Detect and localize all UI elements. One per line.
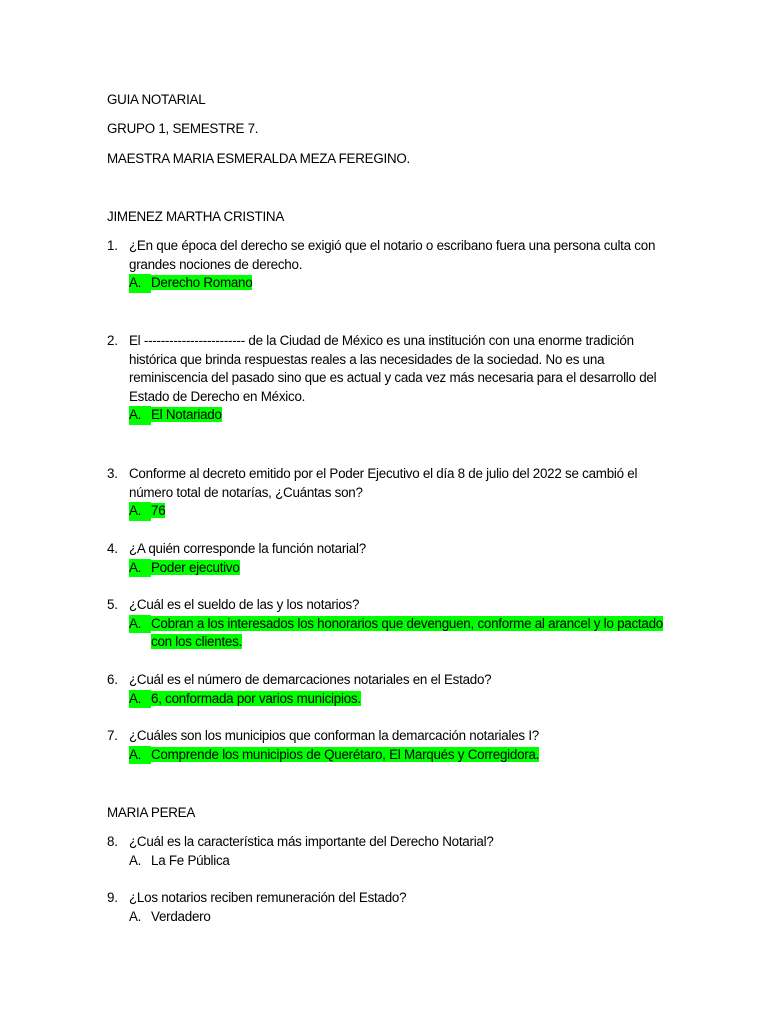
answer-text: 6, conformada por varios municipios. <box>151 690 361 706</box>
question-number: 8. <box>107 834 118 849</box>
question-number: 4. <box>107 541 118 556</box>
question-item <box>107 332 667 425</box>
answer-letter: A. <box>129 746 151 765</box>
teacher-line: MAESTRA MARIA ESMERALDA MEZA FEREGINO. <box>107 151 411 166</box>
question-item <box>107 727 667 764</box>
answer-letter: A. <box>129 690 151 709</box>
answer <box>129 908 667 927</box>
answer-text: Verdadero <box>151 908 211 924</box>
question-text: ¿Cuál es el sueldo de las y los notarios? <box>129 597 360 612</box>
answer <box>129 852 667 871</box>
question-number: 7. <box>107 728 118 743</box>
answer <box>129 746 667 765</box>
document-title: GUIA NOTARIAL <box>107 92 206 107</box>
question-text: Conforme al decreto emitido por el Poder Ejecutivo el día 8 de julio del 2022 se cambió el número total de notarías, ¿Cuántas son? <box>129 466 638 500</box>
question-number: 6. <box>107 672 118 687</box>
question-item <box>107 833 667 870</box>
question-number: 5. <box>107 597 118 612</box>
answer-letter: A. <box>129 908 142 924</box>
answer <box>129 274 667 293</box>
answer-letter: A. <box>129 274 151 293</box>
question-number: 3. <box>107 466 118 481</box>
question-item <box>107 540 667 577</box>
answer-letter: A. <box>129 559 151 578</box>
answer-letter: A. <box>129 502 151 521</box>
answer <box>129 559 667 578</box>
question-item <box>107 671 667 708</box>
question-text: ¿Cuáles son los municipios que conforman la demarcación notariales I? <box>129 728 539 743</box>
answer-text: Derecho Romano <box>151 275 253 291</box>
answer-text: El Notariado <box>151 407 222 423</box>
question-text: El ------------------------ de la Ciudad de México es una institución con una enorme tradición histórica que brinda respuestas reales a las necesidades de la sociedad. No es una reminiscencia del pasado sino que es actual y cada vez más necesaria para el desarrollo del Estado de Derecho en México. <box>129 333 657 404</box>
answer <box>129 406 667 425</box>
answer <box>129 690 667 709</box>
question-number: 1. <box>107 238 118 253</box>
question-text: ¿A quién corresponde la función notarial? <box>129 541 366 556</box>
question-number: 2. <box>107 333 118 348</box>
question-text: ¿Cuál es el número de demarcaciones notariales en el Estado? <box>129 672 492 687</box>
answer-letter: A. <box>129 615 151 634</box>
question-item <box>107 596 667 652</box>
question-item <box>107 889 667 926</box>
answer-text: 76 <box>151 503 166 519</box>
question-item <box>107 237 667 293</box>
question-number: 9. <box>107 890 118 905</box>
question-item <box>107 465 667 521</box>
group-line: GRUPO 1, SEMESTRE 7. <box>107 121 259 136</box>
answer-text: Poder ejecutivo <box>151 559 240 575</box>
answer-text: Comprende los municipios de Querétaro, El Marqués y Corregidora. <box>151 746 540 762</box>
answer-letter: A. <box>129 852 142 868</box>
answer-text: Cobran a los interesados los honorarios que devenguen, conforme al arancel y lo pactado con los clientes. <box>151 615 663 650</box>
question-text: ¿En que época del derecho se exigió que el notario o escribano fuera una persona culta con grandes nociones de derecho. <box>129 238 656 272</box>
question-text: ¿Los notarios reciben remuneración del Estado? <box>129 890 407 905</box>
section-name: MARIA PEREA <box>107 805 196 820</box>
section-name: JIMENEZ MARTHA CRISTINA <box>107 209 285 224</box>
answer <box>129 502 667 521</box>
answer-text: La Fe Pública <box>151 852 230 868</box>
question-text: ¿Cuál es la característica más importante del Derecho Notarial? <box>129 834 494 849</box>
answer <box>129 615 667 652</box>
answer-letter: A. <box>129 406 151 425</box>
